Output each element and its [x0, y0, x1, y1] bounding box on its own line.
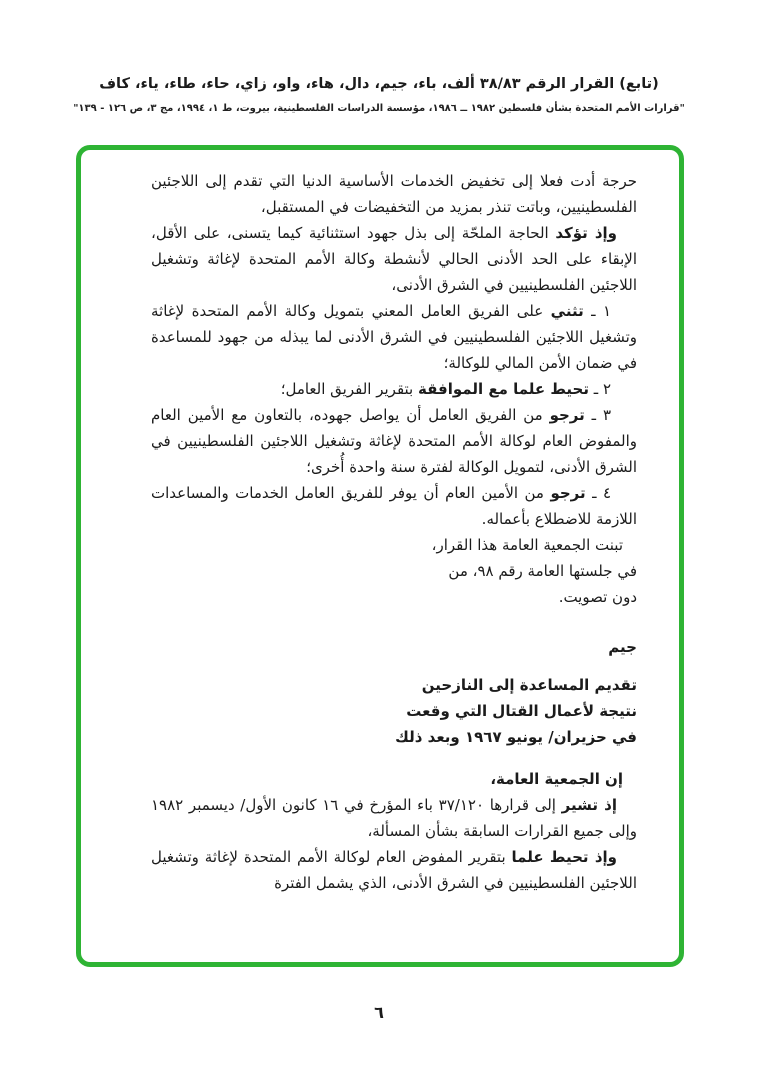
document-body — [151, 168, 637, 896]
paragraph-section-letter — [151, 634, 637, 660]
text-run: ٣ ـ — [584, 406, 611, 424]
text-run: ٤ ـ — [585, 484, 611, 502]
paragraph-preamble — [151, 220, 637, 298]
paragraph-title — [151, 698, 637, 724]
text-run: من الفريق العامل أن يواصل جهوده، بالتعاون مع الأمين العام والمفوض العام لوكالة الأمم المتحدة لإغاثة وتشغيل اللاجئين الفلسطينيين في الشرق الأدنى، لتمويل الوكالة لفترة سنة واحدة أُخرى؛ — [151, 406, 637, 476]
paragraph-adoption — [151, 558, 637, 584]
page-header — [40, 74, 718, 114]
green-border-frame — [76, 145, 684, 967]
emphasis-run: ترجو — [549, 406, 585, 424]
paragraph-title — [151, 672, 637, 698]
paragraph-numbered — [151, 480, 637, 532]
paragraph-numbered — [151, 402, 637, 480]
paragraph-preamble — [151, 792, 637, 844]
paragraph-numbered — [151, 376, 637, 402]
page-number: ٦ — [374, 1003, 384, 1022]
text-run: حرجة أدت فعلا إلى تخفيض الخدمات الأساسية الدنيا التي تقدم إلى اللاجئين الفلسطينيين، وباتت تنذر بمزيد من التخفيضات في المستقبل، — [151, 172, 637, 216]
emphasis-run: في حزيران/ يونيو ١٩٦٧ وبعد ذلك — [395, 728, 637, 746]
emphasis-run: تقديم المساعدة إلى النازحين — [421, 676, 637, 694]
text-run: في جلستها العامة رقم ٩٨، من — [448, 562, 637, 580]
emphasis-run: تثني — [550, 302, 584, 320]
resolution-title: (تابع) القرار الرقم ٣٨/٨٣ ألف، باء، جيم، دال، هاء، واو، زاي، حاء، طاء، ياء، كاف — [99, 76, 659, 92]
text-run: تبنت الجمعية العامة هذا القرار، — [431, 536, 623, 554]
emphasis-run: ترجو — [550, 484, 586, 502]
emphasis-run: إذ تشير — [561, 796, 617, 814]
paragraph-numbered — [151, 298, 637, 376]
text-run: على الفريق العامل المعني بتمويل وكالة الأمم المتحدة لإغاثة وتشغيل اللاجئين الفلسطينيين في الشرق الأدنى لما يبذله من جهود للمساعدة في ضمان الأمن المالي للوكالة؛ — [151, 302, 637, 372]
emphasis-run: إن الجمعية العامة، — [490, 770, 623, 788]
text-run: ٢ ـ — [589, 380, 611, 398]
paragraph-title — [151, 724, 637, 750]
text-run: إلى قرارها ٣٧/١٢٠ باء المؤرخ في ١٦ كانون الأول/ ديسمبر ١٩٨٢ وإلى جميع القرارات السابقة بشأن المسألة، — [151, 796, 637, 840]
paragraph-continuation — [151, 168, 637, 220]
emphasis-run: نتيجة لأعمال القتال التي وقعت — [406, 702, 637, 720]
emphasis-run: جيم — [608, 638, 637, 656]
paragraph-adoption-first — [151, 532, 637, 558]
emphasis-run: تحيط علما مع الموافقة — [418, 380, 589, 398]
source-citation: "قرارات الأمم المتحدة بشأن فلسطين ١٩٨٢ ــ ١٩٨٦، مؤسسة الدراسات الفلسطينية، بيروت، ط ١، ١٩٩٤، مج ٣، ص ١٢٦ - ١٣٩" — [73, 103, 685, 115]
text-run: بتقرير المفوض العام لوكالة الأمم المتحدة لإغاثة وتشغيل اللاجئين الفلسطينيين في الشرق الأدنى، الذي يشمل الفترة — [151, 848, 637, 892]
text-run: الحاجة الملحّة إلى بذل جهود استثنائية كيما يتسنى، على الأقل، الإبقاء على الحد الأدنى الحالي لأنشطة وكالة الأمم المتحدة لإغاثة وتشغيل اللاجئين الفلسطينيين في الشرق الأدنى، — [151, 224, 637, 294]
text-run: بتقرير الفريق العامل؛ — [280, 380, 419, 398]
emphasis-run: وإذ تؤكد — [555, 224, 617, 242]
paragraph-preamble — [151, 844, 637, 896]
emphasis-run: وإذ تحيط علما — [511, 848, 618, 866]
paragraph-adoption — [151, 584, 637, 610]
text-run: ١ ـ — [583, 302, 612, 320]
text-run: دون تصويت. — [558, 588, 637, 606]
text-run: من الأمين العام أن يوفر للفريق العامل الخدمات والمساعدات اللازمة للاضطلاع بأعماله. — [151, 484, 637, 528]
paragraph-opener — [151, 766, 637, 792]
